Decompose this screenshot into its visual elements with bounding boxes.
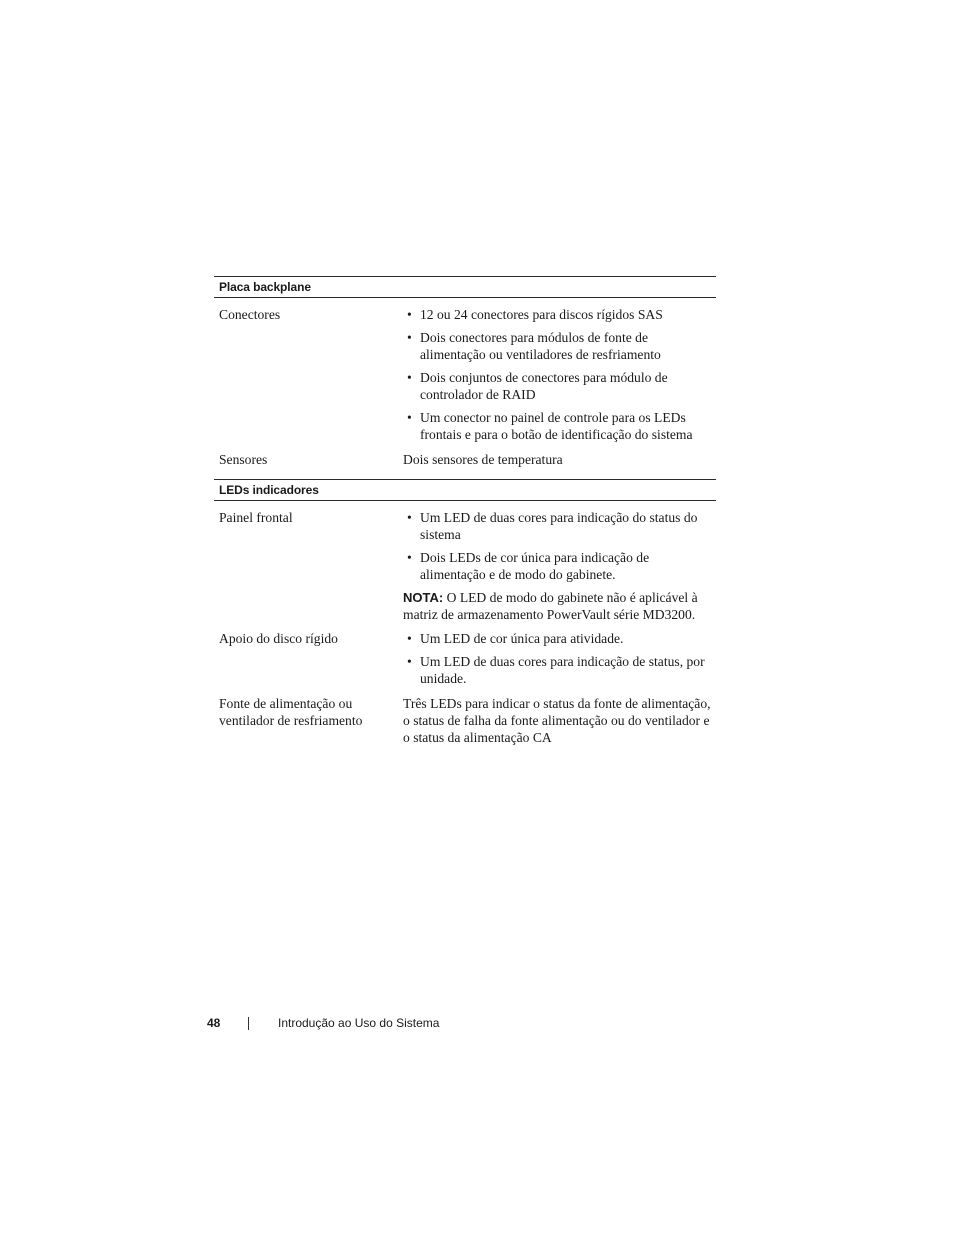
list-item: • Dois conjuntos de conectores para módulo de controlador de RAID [407, 370, 668, 402]
list-item: • Um LED de duas cores para indicação do status do sistema [407, 510, 698, 542]
list-item: • Dois LEDs de cor única para indicação de alimentação e de modo do gabinete. [407, 550, 650, 582]
row-value [403, 306, 716, 443]
section-backplane [214, 276, 716, 479]
section-heading: LEDs indicadores [214, 480, 716, 501]
note-label: NOTA: [403, 590, 444, 605]
row-connectors [214, 298, 716, 443]
list-item: • Um LED de cor única para atividade. [407, 631, 624, 646]
row-front-panel [214, 501, 716, 623]
bullet-list [403, 306, 716, 443]
row-label: Apoio do disco rígido [219, 631, 338, 646]
row-value: Três LEDs para indicar o status da fonte de alimentação, o status de falha da fonte alimentação ou do ventilador e o status da alimentação CA [403, 696, 711, 745]
footer-separator [248, 1017, 249, 1030]
footer-title: Introdução ao Uso do Sistema [278, 1016, 440, 1030]
list-item: • Um conector no painel de controle para os LEDs frontais e para o botão de identificação do sistema [407, 410, 693, 442]
page-number: 48 [207, 1016, 221, 1030]
row-value [403, 630, 716, 687]
bullet-list [403, 630, 716, 687]
row-sensors [214, 443, 716, 479]
row-label: Sensores [219, 452, 268, 467]
note [403, 589, 716, 623]
row-label: Painel frontal [219, 510, 293, 525]
spec-table [214, 276, 716, 746]
row-label: Conectores [219, 307, 281, 322]
row-power-supply [214, 687, 716, 746]
list-item: • Um LED de duas cores para indicação de status, por unidade. [407, 654, 705, 686]
bullet-list [403, 509, 716, 583]
section-heading: Placa backplane [214, 277, 716, 298]
row-label: Fonte de alimentação ou ventilador de resfriamento [219, 696, 363, 728]
section-leds [214, 479, 716, 746]
list-item: • Dois conectores para módulos de fonte de alimentação ou ventiladores de resfriamento [407, 330, 661, 362]
row-value [403, 509, 716, 623]
row-drive-carrier [214, 623, 716, 687]
row-value: Dois sensores de temperatura [403, 452, 563, 467]
list-item: • 12 ou 24 conectores para discos rígidos SAS [407, 307, 663, 322]
note-text: O LED de modo do gabinete não é aplicável à matriz de armazenamento PowerVault série MD3200. [403, 590, 698, 622]
